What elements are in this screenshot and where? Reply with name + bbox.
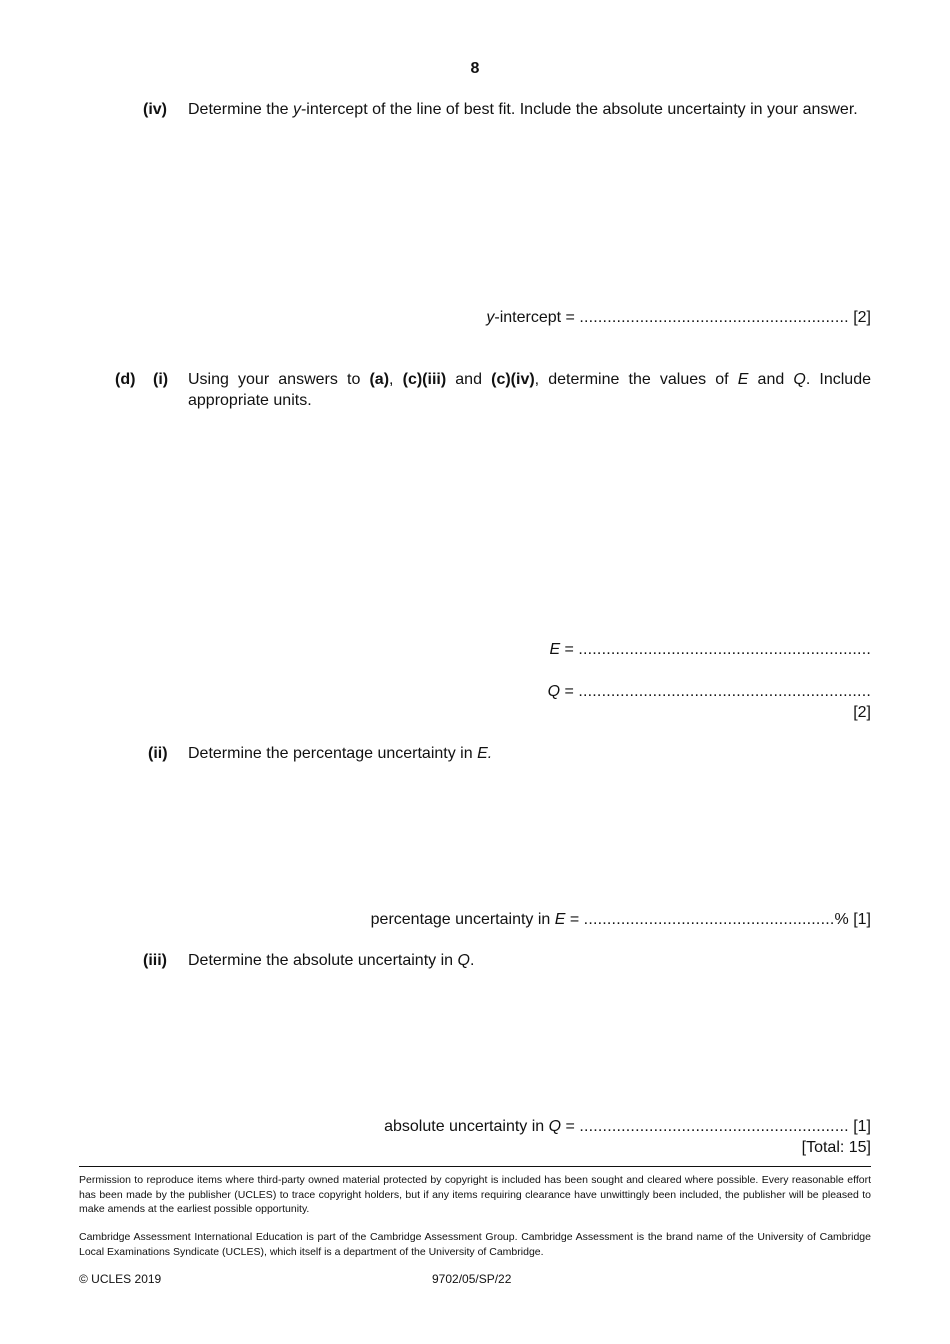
page-number: 8 bbox=[470, 60, 480, 77]
answer-line-q: Q = ............................................................... bbox=[547, 683, 871, 700]
question-text-iv: Determine the y-intercept of the line of best fit. Include the absolute uncertainty in your answer. bbox=[188, 101, 858, 118]
question-text-d-iii: Determine the absolute uncertainty in Q. bbox=[188, 952, 475, 969]
question-text-d-i: Using your answers to (a), (c)(iii) and (c)(iv), determine the values of E and Q. Include appropriate units. bbox=[188, 371, 871, 409]
question-label-d-i: (i) bbox=[153, 371, 169, 388]
marks-d-i: [2] bbox=[853, 704, 871, 721]
answer-line-absolute-uncertainty: absolute uncertainty in Q = .......................................................... [1] bbox=[384, 1118, 871, 1135]
footer-divider bbox=[79, 1166, 871, 1167]
question-label-d-iii: (iii) bbox=[143, 952, 167, 969]
question-text-d-ii: Determine the percentage uncertainty in E. bbox=[188, 745, 493, 762]
question-label-iv: (iv) bbox=[143, 101, 167, 118]
answer-line-percentage-uncertainty: percentage uncertainty in E = ......................................................% [1] bbox=[370, 911, 871, 928]
footer-paper-code: 9702/05/SP/22 bbox=[432, 1272, 512, 1286]
answer-line-y-intercept: y-intercept = .......................................................... [2] bbox=[486, 309, 871, 326]
question-label-d-ii: (ii) bbox=[148, 745, 168, 762]
footer-copyright: © UCLES 2019 bbox=[79, 1272, 162, 1286]
footer-permission: Permission to reproduce items where third-party owned material protected by copyright is included has been sought and cleared where possible. Every reasonable effort has been made by the publisher (UCLES) to trace copyright holders, but if any items requiring clearance have unwittingly been included, the publisher will be pleased to make amends at the earliest possible opportunity. bbox=[79, 1174, 871, 1215]
total-marks: [Total: 15] bbox=[801, 1139, 871, 1156]
footer-cambridge: Cambridge Assessment International Education is part of the Cambridge Assessment Group. Cambridge Assessment is the brand name of the University of Cambridge Local Examinations Syndicate (UCLES), which itself is a department of the University of Cambridge. bbox=[79, 1231, 871, 1258]
answer-line-e: E = ............................................................... bbox=[549, 641, 871, 658]
question-label-d: (d) bbox=[115, 371, 136, 388]
